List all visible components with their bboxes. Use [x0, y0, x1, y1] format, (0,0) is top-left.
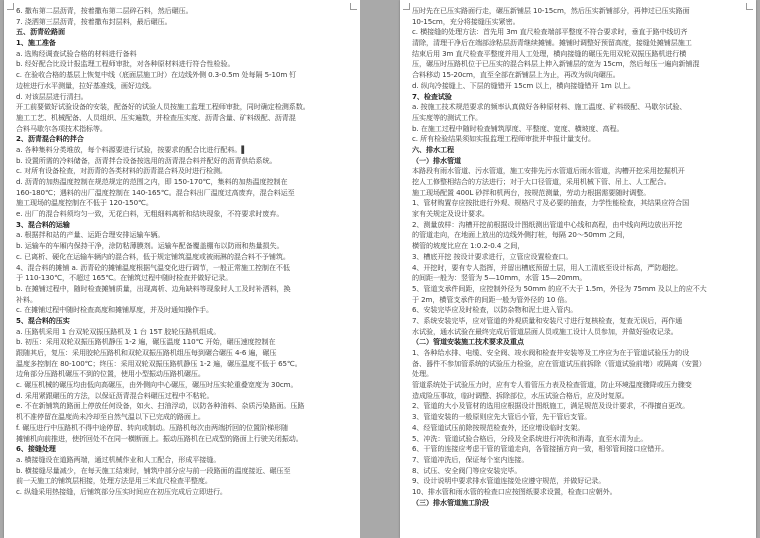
text-line: 6. 撒布第二层沥青，按着撒布第二层碎石料，然后碾压。 [16, 6, 193, 15]
text-line: 于 110-130℃，不超过 165℃。在铺筑过程中随时检查并做好记录。 [16, 273, 233, 283]
page-corner-mark [350, 3, 357, 10]
text-line: 施工现场的温度控制在不低于 120-150℃。 [16, 198, 153, 208]
text-line: c. 碾压机械的碾压均由低向高碾压，由外侧向中心碾压，碾压时压实轮重叠宽度为 30cm。 [16, 380, 298, 390]
text-line: 5、冲洗：管道试验合格后，分段及全系统进行冲洗和消毒，直至水清为止。 [412, 433, 648, 443]
text-line: 结束后用 3m 直尺检查平整度并用人工处理，横向接缝的碾压先用双轮双振压路机进行横 [412, 48, 687, 58]
section-heading: （二）管道安装施工技术要求及重点 [412, 337, 524, 347]
text-line: 前一天施工的铺筑层相接，处理方法是用三米直尺检查平整度。 [16, 476, 212, 486]
text-line: 1、各种给水排、电缆、安全阀、竣水阀和检查井安装等及工序应为在于管道试验压力的设 [412, 348, 690, 357]
text-line: 补料。 [16, 294, 37, 304]
text-line: 压实度等的测试工作。 [412, 112, 482, 122]
text-line: 管道系统处于试验压力时，应有专人看管压力表及检查管道，防止环境温度骤降或压力骤变 [412, 380, 692, 390]
section-heading: 六、排水工程 [412, 144, 454, 154]
text-line: 4、混合料的摊铺 a. 沥青砼的摊铺温度根据气温变化进行调节，一般正常施工控制在不低 [16, 262, 290, 272]
text-line: e. 不在新铺筑的路面上停放任何设备，如火、扫油浮动，以防各种油料、杂质污染路面。压路 [16, 401, 305, 411]
text-line: 6、干管的连接应考虑干管的管道走向，各管接插方向一致，相邻管间接口应错开。 [412, 444, 669, 454]
text-line: 水试验，通水试验在最终完成后管道层面人员或施工设计人员参加，并做好验收记录。 [412, 326, 678, 336]
text-line: c. 在摊铺过程中随时检查高度和摊铺厚度，并及时通知操作手。 [16, 305, 213, 315]
text-line: 1、管材购置存应按批进行外观、规格尺寸及必要的抽查，力学性能检查，其结果应符合国 [412, 198, 690, 208]
text-line: 2、测量放样：沟槽开挖前根据设计图纸测出管道中心线和高程，由中线向两边放出开挖 [412, 219, 683, 229]
text-line: 10、排水管和雨水管的检查口应按图纸要求设置，检查口应朝外。 [412, 486, 617, 496]
text-line: b. 初压：采用双轮双振压路机静压 1-2 遍，碾压温度 110℃ 开始，碾压速度控制在 [16, 337, 276, 347]
page-text-left [16, 6, 350, 498]
section-heading: 5、混合料的压实 [16, 315, 70, 325]
text-line: c. 对所有设备检查，对沥青的各类材料的沥青混合料及时进行检测。 [16, 166, 227, 176]
text-line: d. 对该层层进行清扫。 [16, 91, 88, 101]
text-line: 横管的坡度比应在 1:0.2-0.4 之间， [412, 241, 525, 251]
text-line: 跟随其后，复压：采用胶轮压路机和双轮双振压路机组压每到碾合碾压 4-6 遍，碾压 [16, 348, 277, 357]
text-line: c. 横接缝的处理方法：首先用 3m 直尺检查端部平整度不符合要求时，垂直于路中线切齐 [412, 27, 688, 37]
text-line: a. 各种集料分类堆放，每个料源要进行试验，按要求的配合比进行配料。▌ [16, 144, 247, 154]
text-line: a. 根据拌和站的产量、运距合理安排运输车辆。 [16, 230, 165, 240]
text-line: d. 纵向冷接缝上、下层的缝错开 15cm 以上，横向接缝错开 1m 以上。 [412, 80, 635, 90]
text-line: b. 在施工过程中随时检查铺筑厚度、平整度、宽度、横坡度、高程。 [412, 123, 624, 133]
text-line: 的管道走向，在地面上放出的边线外侧打桩，每隔 20～50mm 之间， [412, 230, 630, 240]
document-page-right [400, 0, 756, 538]
text-line: b. 在摊铺过程中，随时检查摊铺质量，出现离析、边角缺料等现象时人工及时补洒料，换 [16, 283, 291, 293]
text-line: 的间距一般为：竖管为 5—10mm，水管 15—20mm。 [412, 273, 587, 283]
section-heading: 2、沥青混合料的拌合 [16, 134, 84, 144]
text-line: 9、设计说明中要求排水管道连接处应遵守规范，并做好记录。 [412, 476, 606, 486]
text-line: a. 横接缝设在道路两端，通过机械作业和人工配合，形成平接缝。 [16, 454, 221, 464]
text-line: 合料移动 15-20cm，直至全部在新铺层上为止，再改为纵向碾压。 [412, 70, 620, 80]
section-heading: （三）排水管道施工阶段 [412, 497, 489, 507]
text-line: 清除，清理干净后在端部涂粘层沥青继续摊铺。摊铺时调整好预留高度，接缝处摊铺层施工 [412, 38, 692, 48]
text-line: 施工现场配置 400L 砂拌和机两台，按规范测量，劳动力根据需要随时调整。 [412, 187, 651, 197]
section-heading: 1、施工准备 [16, 38, 56, 48]
text-line: 6、安装完毕应及时检查，以防杂物和泥土进入管内。 [412, 305, 578, 315]
text-line: c. 纵缝采用热接缝，后铺筑部分压实时间应在初压完成后立即进行。 [16, 486, 227, 496]
text-line: 边桩进行水平测量，拉好基准线，画好边线。 [16, 80, 156, 90]
text-line: 温度多控制在 80-100℃；终压：采用双轮双振压路机静压 1-2 遍，碾压温度不低于 65℃。 [16, 358, 302, 368]
text-line: 5、管道支承件间距，应控制外径为 50mm 的应不大于 1.5m，外径为 75mm 及以上的应不大 [412, 283, 707, 293]
section-heading: （一）排水管道 [412, 155, 461, 165]
text-line: 家有关规定及设计要求。 [412, 209, 489, 219]
section-heading: 3、混合料的运输 [16, 219, 70, 229]
text-line: 4、开挖时，要有专人指挥，并留出槽底预留土层，用人工清底至设计标高，严防超挖。 [412, 262, 683, 272]
text-line: 施工工艺、机械配备、人员组织、压实遍数，并检查压实度、沥青含量、矿料级配、沥青混 [16, 112, 296, 122]
page-gap [360, 0, 400, 538]
text-line: 10-15cm，充分将接缝压实紧密。 [412, 16, 520, 26]
text-line: 7. 浇洒第三层沥青，按着撒布封层料，最后碾压。 [16, 16, 172, 26]
text-line: b. 横接缝尽量减少，在每天施工结束时，铺筑中部分应与前一段路面的温度接近、碾压至 [16, 465, 291, 475]
text-line: d. 沥青的加热温度控制在规范规定的范围之内，即 150-170℃，集料的加热温度控制在 [16, 177, 288, 186]
text-line: 8、试压、安全阀门等应安装完毕。 [412, 465, 522, 475]
text-line: a. 按施工技术规范要求的频率认真做好各种原材料、施工温度、矿料级配、马歇尔试验、 [412, 102, 687, 112]
text-line: f. 碾压进行中压路机不得中途停留、转向或制动。压路机每次由两端折回的位置阶梯形随 [16, 422, 288, 432]
text-line: a. 选购经调查试验合格的材料进行备料 [16, 48, 137, 58]
text-line: 7、管道冲洗后，保证每个室内连接。 [412, 454, 529, 464]
page-text-right [412, 6, 746, 508]
text-line: d. 采用紧跟碾压的方法，以保证沥青混合料碾压过程中不粘轮。 [16, 390, 214, 400]
text-line: c. 所有检验结果须如实报监理工程师审批并申报计量支付。 [412, 134, 595, 144]
text-line: b. 经好配合比设计报监理工程师审批，对各种原材料进行符合性检验。 [16, 59, 235, 69]
text-line: 压，碾压时压路机位于已压实的混合料层上伸入新铺层的宽为 15cm，然后每压一遍向新铺混 [412, 59, 700, 69]
text-line: 于 2m，横管支承件的间距一般为管外径的 10 倍。 [412, 294, 572, 304]
page-corner-mark [7, 3, 14, 10]
text-line: 开工前要做好试验设备的安装，配备好的试验人员按施工监理工程师审批，同时确定检测系数。 [16, 102, 310, 112]
text-line: a. 压路机采用 1 台双轮双振压路机及 1 台 15T 胶轮压路机组成。 [16, 326, 221, 336]
text-line: 3、管道安装的一般原则应先大管后小管，先干管后支管。 [412, 412, 592, 422]
document-page-left [4, 0, 360, 538]
text-line: 2、管道的大小及管材的选用应根据设计图纸施工，满足规范及设计要求，不得擅自更改。 [412, 401, 690, 411]
text-line: c. 在验收合格的基层上恢复中线（底面层施工时）在边线外侧 0.3-0.5m 处每隔 5-10m 钉 [16, 70, 297, 80]
section-heading: 7、检查试验 [412, 91, 452, 101]
section-heading: 6、接缝处理 [16, 444, 56, 454]
text-line: 处理。 [412, 369, 433, 379]
page-corner-mark [746, 3, 753, 10]
text-line: 7、系统安装完毕，应对管道的外观质量和安装尺寸进行复核检查，复查无误后，再作通 [412, 315, 683, 325]
text-line: 压时先在已压实路面行走，碾压新铺层 10-15cm，然后压实新铺部分，再伸过已压实路面 [412, 6, 690, 15]
text-line: 4、经管道试压前除按规范检查外，还应增设临时支架。 [412, 422, 585, 432]
text-line: 挖人工修整相结合的方法进行；对于大口径管道，采用机械下管、吊上、人工配合。 [412, 177, 671, 186]
text-line: 造成险压事故，临时调整、拆除部位，水压试验合格后，应及时复原。 [412, 390, 629, 400]
text-line: 机不准停留在温度尚未冷却至自然气温以下已完成的路面上。 [16, 412, 205, 422]
text-line: 3、槽底开挖 按设计要求进行，立管应设置检查口。 [412, 251, 573, 261]
text-line: 摊铺机向前推进，使折回处不在同一横断面上。振动压路机在已成型的路面上行驶关闭振动。 [16, 433, 303, 443]
section-heading: 五、沥青砼路面 [16, 27, 65, 37]
text-line: b. 设置所需的冷料储备，沥青拌合设备按选用的沥青混合料并配好的沥青供给系统。 [16, 155, 277, 165]
page-corner-mark [403, 3, 410, 10]
text-line: b. 运输车的车厢内保持干净，涂防粘薄膜剂。运输车配备覆盖棚布以防雨和热量损失。 [16, 241, 284, 251]
text-line: c. 已离析、硬化在运输车辆内的混合料，低于规定铺筑温度或被雨淋的混合料不予铺筑。 [16, 251, 290, 261]
text-line: 160-180℃；遇料的出厂温度控制在 140-165℃。混合料出厂温度过高废弃，混合料运至 [16, 187, 295, 197]
text-line: 备、器件不参加管系统的试验压力检验，应在管道试压前拆除（管道试验前堵）或隔离（安置） [412, 358, 706, 368]
text-line: e. 出厂的混合料须均匀一致，无花白料，无粗细料离析和结块现象，不符要求时废弃。 [16, 209, 284, 219]
text-line: 本路段有雨水管道、污水管道，施工安排先污水管道后雨水管道，沟槽开挖采用挖掘机开 [412, 166, 685, 176]
text-line: 边角部分压路机碾压不到的位置，使用小型振动压路机碾压。 [16, 369, 205, 379]
text-line: 合料马歇尔各项技术指标等。 [16, 123, 107, 133]
